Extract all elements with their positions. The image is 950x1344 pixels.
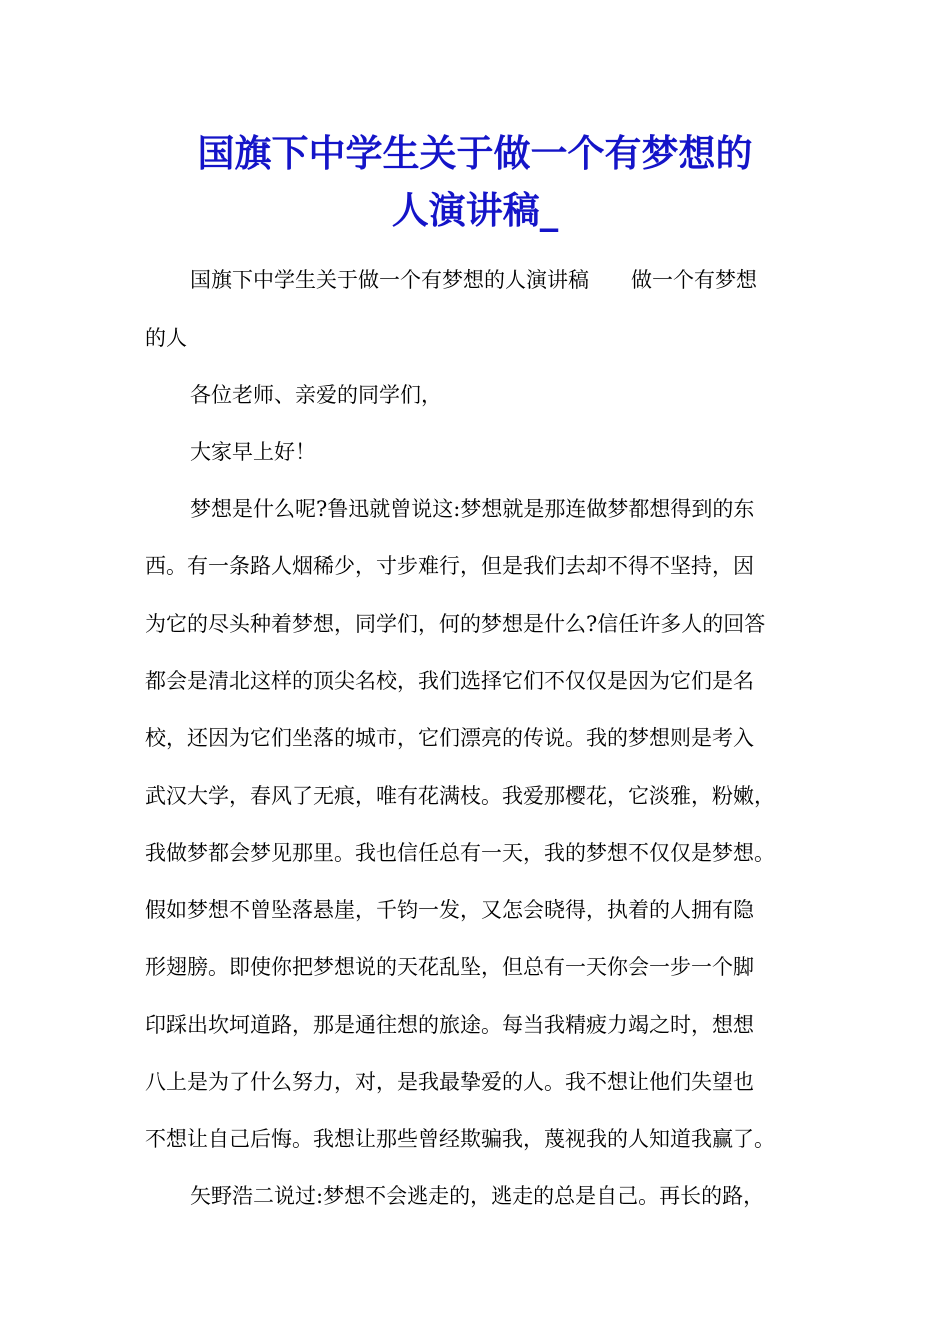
body-line: 都会是清北这样的顶尖名校，我们选择它们不仅仅是因为它们是名 <box>145 669 754 693</box>
document-title-line-1: 国旗下中学生关于做一个有梦想的 <box>197 132 753 175</box>
body-line: 假如梦想不曾坠落悬崖，千钧一发，又怎会晓得，执着的人拥有隐 <box>145 898 754 922</box>
body-line: 矢野浩二说过:梦想不会逃走的，逃走的总是自己。再长的路， <box>190 1184 765 1208</box>
body-line: 不想让自己后悔。我想让那些曾经欺骗我，蔑视我的人知道我赢了。 <box>145 1127 775 1151</box>
body-line: 八上是为了什么努力，对，是我最挚爱的人。我不想让他们失望也 <box>145 1070 754 1094</box>
body-line: 校，还因为它们坐落的城市，它们漂亮的传说。我的梦想则是考入 <box>145 726 754 750</box>
body-line: 为它的尽头种着梦想，同学们，何的梦想是什么?信任许多人的回答 <box>145 612 766 636</box>
body-line: 印踩出坎坷道路，那是通往想的旅途。每当我精疲力竭之时，想想 <box>145 1013 754 1037</box>
document-title-line-2: 人演讲稿_ <box>391 189 559 232</box>
body-line: 的人 <box>145 326 187 350</box>
body-line: 梦想是什么呢?鲁迅就曾说这:梦想就是那连做梦都想得到的东 <box>190 497 755 521</box>
body-line: 武汉大学，春风了无痕，唯有花满枝。我爱那樱花，它淡雅，粉嫩， <box>145 784 775 808</box>
body-line: 西。有一条路人烟稀少，寸步难行，但是我们去却不得不坚持，因 <box>145 554 754 578</box>
body-line: 国旗下中学生关于做一个有梦想的人演讲稿 做一个有梦想 <box>190 268 757 292</box>
body-line: 我做梦都会梦见那里。我也信任总有一天，我的梦想不仅仅是梦想。 <box>145 841 775 865</box>
body-line: 各位老师、亲爱的同学们， <box>190 383 442 407</box>
body-line: 大家早上好！ <box>190 440 316 464</box>
body-line: 形翅膀。即使你把梦想说的天花乱坠，但总有一天你会一步一个脚 <box>145 955 754 979</box>
